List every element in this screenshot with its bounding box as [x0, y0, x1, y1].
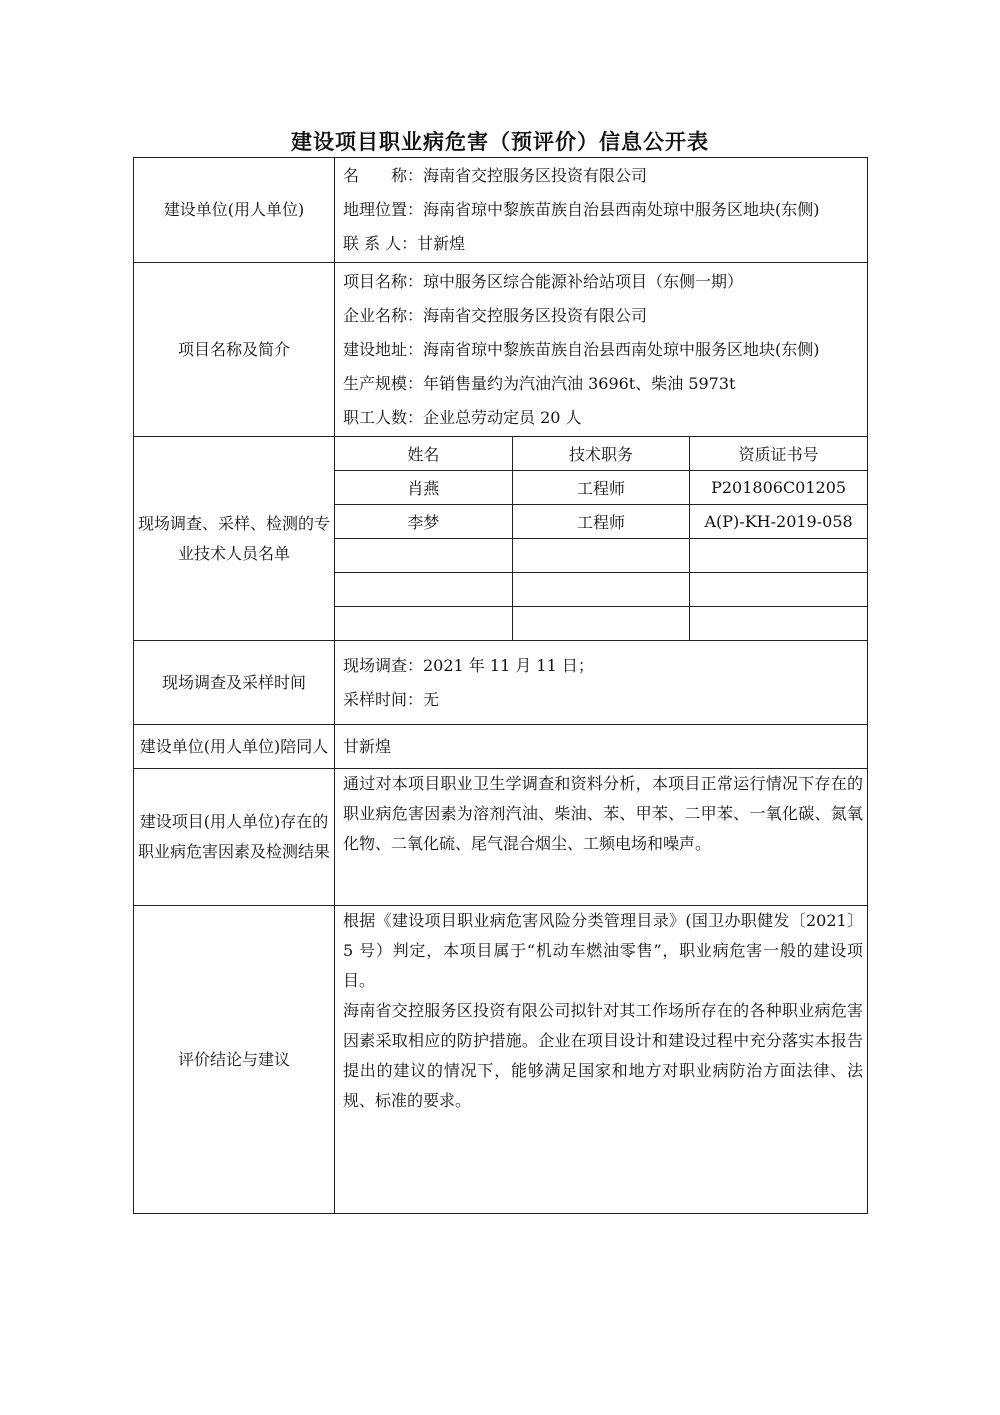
survey-content: [335, 641, 868, 725]
project-scale: 生产规模：年销售量约为汽油汽油 3696t、柴油 5973t: [343, 373, 736, 393]
staff-title: [512, 573, 689, 607]
survey-sampling: 采样时间：无: [343, 689, 440, 709]
staff-title: [512, 539, 689, 573]
staff-cert: [690, 607, 867, 641]
staff-title: [512, 607, 689, 641]
page-title: 建设项目职业病危害（预评价）信息公开表: [291, 129, 709, 154]
table-row: [335, 607, 867, 641]
table-row: [335, 539, 867, 573]
conclusion-content: [335, 906, 868, 1214]
staff-cert: P201806C01205: [690, 471, 867, 505]
table-row: [335, 471, 867, 505]
row-staff: [134, 437, 868, 641]
project-content: [335, 263, 868, 437]
hazards-content: [335, 769, 868, 906]
staff-name: 肖燕: [335, 471, 512, 505]
conclusion-para-1: 根据《建设项目职业病危害风险分类管理目录》(国卫办职健发〔2021〕5 号）判定，本项目属于“机动车燃油零售”，职业病危害一般的建设项目。: [343, 911, 863, 990]
table-row: [335, 505, 867, 539]
staff-table: [335, 437, 867, 640]
row-project: [134, 263, 868, 437]
hazards-text: 通过对本项目职业卫生学调查和资料分析，本项目正常运行情况下存在的职业病危害因素为溶剂汽油、柴油、苯、甲苯、二甲苯、一氧化碳、氮氧化物、二氧化硫、尾气混合烟尘、工频电场和噪声。: [343, 774, 863, 853]
staff-header-row: [335, 437, 867, 471]
row-conclusion: [134, 906, 868, 1214]
survey-investigation: 现场调查：2021 年 11 月 11 日；: [343, 655, 594, 675]
staff-label: 现场调查、采样、检测的专业技术人员名单: [134, 437, 335, 641]
staff-name: [335, 607, 512, 641]
staff-header-cert: 资质证书号: [690, 437, 867, 471]
escort-content: [335, 725, 868, 769]
staff-name: [335, 573, 512, 607]
project-name: 项目名称：琼中服务区综合能源补给站项目（东侧一期）: [343, 271, 744, 291]
row-escort: [134, 725, 868, 769]
row-construction-unit: [134, 158, 868, 263]
staff-name: [335, 539, 512, 573]
escort-label: 建设单位(用人单位)陪同人: [134, 725, 335, 769]
staff-cert: A(P)-KH-2019-058: [690, 505, 867, 539]
project-staff-count: 职工人数：企业总劳动定员 20 人: [343, 407, 582, 427]
staff-title: 工程师: [512, 471, 689, 505]
project-company: 企业名称：海南省交控服务区投资有限公司: [343, 305, 648, 325]
hazards-label: 建设项目(用人单位)存在的职业病危害因素及检测结果: [134, 769, 335, 906]
row-survey: [134, 641, 868, 725]
staff-name: 李梦: [335, 505, 512, 539]
project-address: 建设地址：海南省琼中黎族苗族自治县西南处琼中服务区地块(东侧): [343, 339, 820, 359]
staff-cert: [690, 573, 867, 607]
construction-unit-label: 建设单位(用人单位): [134, 158, 335, 263]
unit-contact: 联 系 人：甘新煌: [343, 234, 466, 253]
staff-cert: [690, 539, 867, 573]
unit-location: 地理位置：海南省琼中黎族苗族自治县西南处琼中服务区地块(东侧): [343, 200, 820, 219]
row-hazards: [134, 769, 868, 906]
conclusion-label: 评价结论与建议: [134, 906, 335, 1214]
construction-unit-content: [335, 158, 868, 263]
staff-header-name: 姓名: [335, 437, 512, 471]
project-label: 项目名称及简介: [134, 263, 335, 437]
staff-header-title: 技术职务: [512, 437, 689, 471]
staff-content: [335, 437, 868, 641]
unit-name: 名 称：海南省交控服务区投资有限公司: [343, 166, 648, 185]
table-row: [335, 573, 867, 607]
staff-title: 工程师: [512, 505, 689, 539]
conclusion-para-2: 海南省交控服务区投资有限公司拟针对其工作场所存在的各种职业病危害因素采取相应的防护措施。企业在项目设计和建设过程中充分落实本报告提出的建议的情况下，能够满足国家和地方对职业病防治方面法律、法规、标准的要求。: [343, 1001, 863, 1110]
info-table: [133, 157, 868, 1214]
survey-label: 现场调查及采样时间: [134, 641, 335, 725]
escort-value: 甘新煌: [343, 736, 392, 756]
